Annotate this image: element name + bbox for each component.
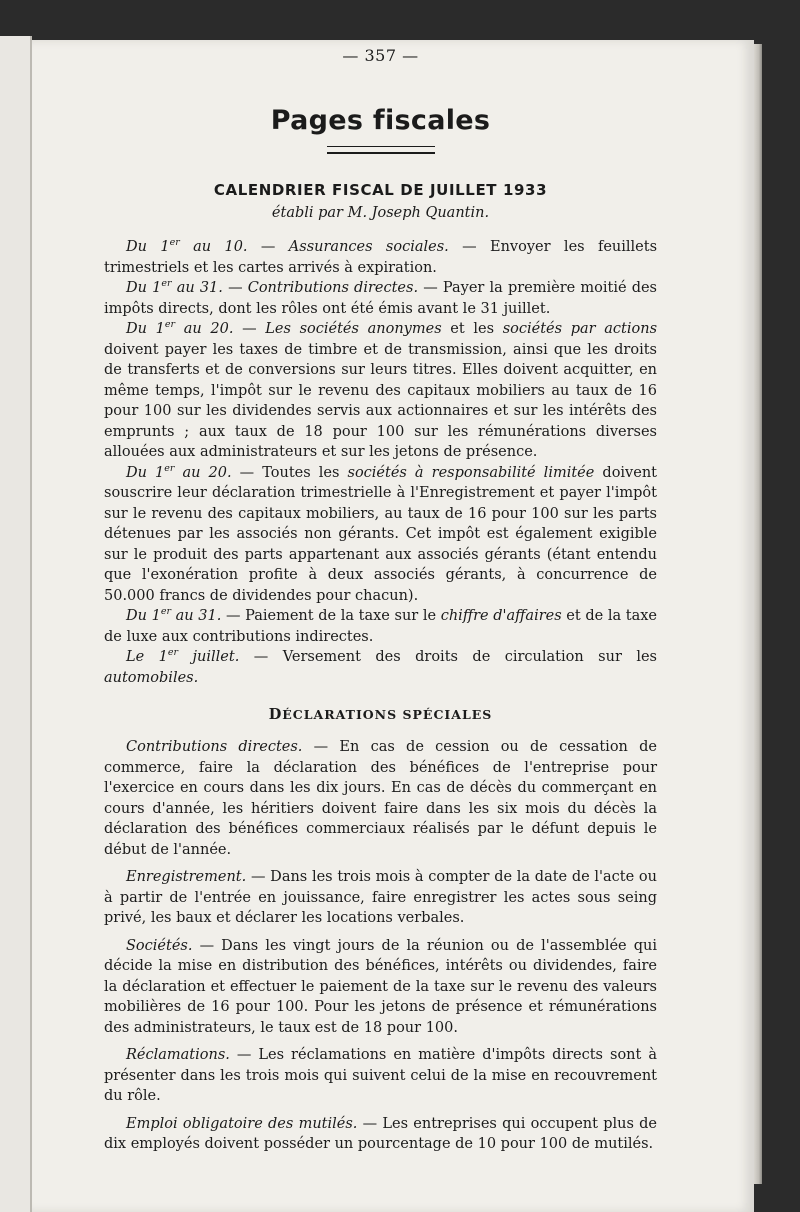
declaration-entry: Contributions directes. — En cas de cession ou de cessation de commerce, faire la déclaration des bénéfices de l'entreprise pour l'exercice en cours dans les dix jours. En cas de décès du commerçant en cours d'année, les héritiers doivent faire dans les six mois du décès la déclaration des bénéfices commerciaux réalisés par le défunt depuis le début de l'année.: [104, 739, 657, 858]
calendar-list: [104, 237, 657, 688]
author-byline: établi par M. Joseph Quantin.: [271, 205, 490, 221]
calendar-entry: Le 1er juillet. — Versement des droits de circulation sur les automobiles.: [104, 647, 657, 686]
declaration-entry: Sociétés. — Dans les vingt jours de la réunion ou de l'assemblée qui décide la mise en distribution des bénéfices, intérêts ou dividendes, faire la déclaration et effectuer le paiement de la taxe sur le revenu des valeurs mobilières de 16 pour 100. Pour les jetons de présence et rémunérations des administrateurs, le taux est de 18 pour 100.: [104, 937, 657, 1036]
declaration-entry: Enregistrement. — Dans les trois mois à compter de la date de l'acte ou à partir de l'entrée en jouissance, faire enregistrer les actes sous seing privé, les baux et déclarer les locations verbales.: [104, 869, 657, 926]
calendar-entry: Du 1er au 31. — Contributions directes. — Payer la première moitié des impôts directs, dont les rôles ont été émis avant le 31 juillet.: [104, 278, 657, 317]
declarations-heading: DÉCLARATIONS SPÉCIALES: [268, 706, 493, 723]
page-content: [104, 46, 657, 1162]
calendar-entry: Du 1er au 10. — Assurances sociales. — Envoyer les feuillets trimestriels et les cartes arrivés à expiration.: [104, 237, 658, 276]
facing-page-edge: [0, 36, 32, 1212]
page-title: Pages fiscales: [270, 105, 491, 136]
calendar-entry: Du 1er au 31. — Paiement de la taxe sur le chiffre d'affaires et de la taxe de luxe aux contributions indirectes.: [104, 606, 658, 645]
calendar-entry: Du 1er au 20. — Les sociétés anonymes et les sociétés par actions doivent payer les taxes de timbre et de transmission, ainsi que les droits de transferts et de conversions sur leurs titres. Elles doivent acquitter, en même temps, l'impôt sur le revenu des capitaux mobiliers au taux de 16 pour 100 sur les dividendes servis aux actionnaires et sur les intérêts des emprunts ; aux taux de 18 pour 100 sur les rémunérations diverses allouées aux administrateurs et sur les jetons de présence.: [104, 319, 658, 460]
title-underline: [327, 146, 435, 154]
calendar-heading: CALENDRIER FISCAL DE JUILLET 1933: [213, 181, 548, 199]
calendar-entry: Du 1er au 20. — Toutes les sociétés à responsabilité limitée doivent souscrire leur déclaration trimestrielle à l'Enregistrement et payer l'impôt sur le revenu des capitaux mobiliers, au taux de 16 pour 100 sur les parts détenues par les associés non gérants. Cet impôt est également exigible sur le produit des parts appartenant aux associés gérants (étant entendu que l'exonération profite à deux associés gérants, à concurrence de 50.000 francs de dividendes pour chacun).: [104, 462, 657, 604]
page-number: — 357 —: [342, 46, 419, 65]
declaration-entry: Emploi obligatoire des mutilés. — Les entreprises qui occupent plus de dix employés doivent posséder un pourcentage de 10 pour 100 de mutilés.: [104, 1115, 657, 1152]
declaration-entry: Réclamations. — Les réclamations en matière d'impôts directs sont à présenter dans les trois mois qui suivent celui de la mise en recouvrement du rôle.: [104, 1047, 657, 1104]
declarations-list: [104, 737, 657, 1155]
page-edge-shadow: [754, 44, 762, 1184]
